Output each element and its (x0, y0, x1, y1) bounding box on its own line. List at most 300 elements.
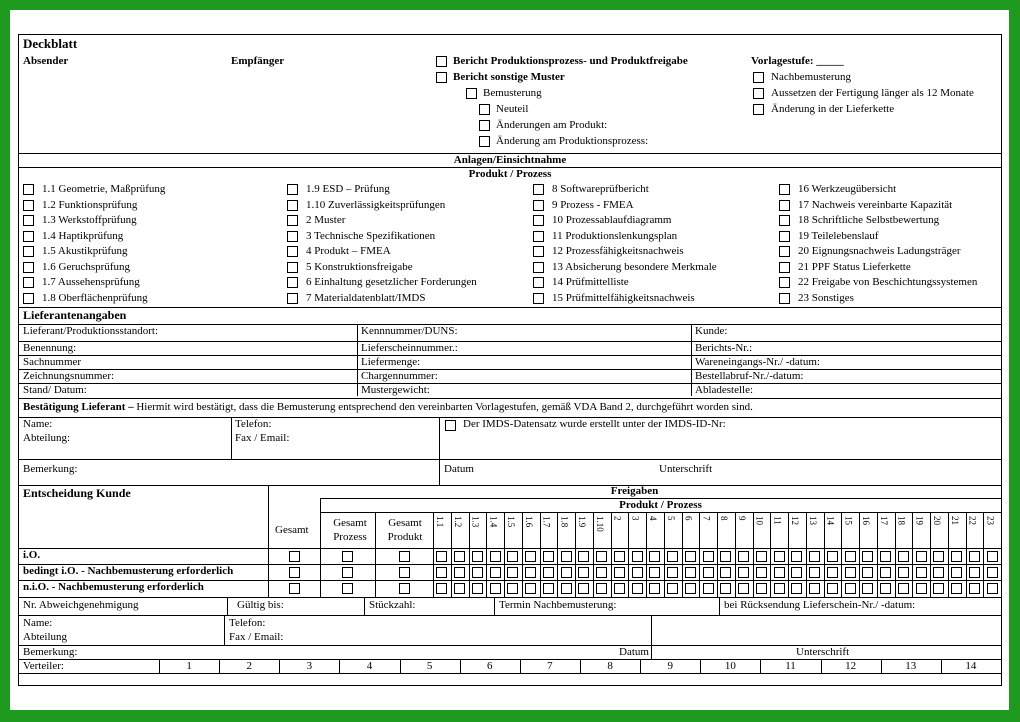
divider (806, 512, 807, 597)
anlage-item: 12 Prozessfähigkeitsnachweis (552, 245, 684, 257)
lieferant-field[interactable]: Mustergewicht: (361, 384, 430, 396)
checkbox-freigabe[interactable] (845, 583, 856, 594)
freigabe-column-header: 4 (648, 516, 658, 521)
checkbox-anlage[interactable] (533, 277, 544, 288)
checkbox-gesamt-produkt[interactable] (399, 583, 410, 594)
lieferant-field[interactable]: Sachnummer (23, 356, 82, 368)
checkbox-bemusterung[interactable] (466, 88, 477, 99)
divider (859, 512, 860, 597)
divider (948, 512, 949, 597)
checkbox-freigabe[interactable] (525, 567, 536, 578)
checkbox-freigabe[interactable] (916, 583, 927, 594)
checkbox-gesamt[interactable] (289, 583, 300, 594)
divider (19, 564, 1001, 565)
checkbox-anlage[interactable] (23, 184, 34, 195)
divider (522, 512, 523, 597)
checkbox-freigabe[interactable] (685, 567, 696, 578)
kunde-field[interactable]: Kunde: (695, 325, 728, 337)
form-sheet (10, 10, 1009, 710)
checkbox-freigabe[interactable] (454, 583, 465, 594)
checkbox-freigabe[interactable] (525, 551, 536, 562)
divider (19, 615, 1001, 616)
footer-name[interactable]: Name: (23, 617, 53, 629)
checkbox-freigabe[interactable] (774, 583, 785, 594)
bestaetigung-fax[interactable]: Fax / Email: (235, 432, 290, 444)
checkbox-gesamt-prozess[interactable] (342, 551, 353, 562)
checkbox-freigabe[interactable] (756, 567, 767, 578)
checkbox-freigabe[interactable] (720, 567, 731, 578)
report-option-1: Bericht Produktionsprozess- und Produktfreigabe (453, 55, 688, 67)
ruecksendung-lieferschein[interactable]: bei Rücksendung Lieferschein-Nr./ -datum: (724, 599, 916, 611)
decision-row-label: i.O. (23, 549, 41, 561)
checkbox-freigabe[interactable] (454, 567, 465, 578)
checkbox-anlage[interactable] (533, 246, 544, 257)
checkbox-anlage[interactable] (533, 184, 544, 195)
verteiler-number[interactable]: 10 (724, 660, 736, 672)
checkbox-freigabe[interactable] (596, 567, 607, 578)
freigabe-column-header: 1.4 (488, 516, 499, 528)
anlage-item: 10 Prozessablaufdiagramm (552, 214, 672, 226)
divider (486, 512, 487, 597)
checkbox-freigabe[interactable] (436, 583, 447, 594)
checkbox-freigabe[interactable] (756, 551, 767, 562)
verteiler-number[interactable]: 1 (186, 660, 192, 672)
checkbox-freigabe[interactable] (685, 551, 696, 562)
checkbox-freigabe[interactable] (738, 551, 749, 562)
checkbox-neuteil[interactable] (479, 104, 490, 115)
checkbox-freigabe[interactable] (703, 583, 714, 594)
checkbox-gesamt-prozess[interactable] (342, 583, 353, 594)
checkbox-freigabe[interactable] (933, 583, 944, 594)
verteiler-number[interactable]: 13 (905, 660, 917, 672)
checkbox-freigabe[interactable] (916, 551, 927, 562)
divider (682, 512, 683, 597)
checkbox-anlage[interactable] (287, 277, 298, 288)
checkbox-freigabe[interactable] (703, 567, 714, 578)
anlage-item: 1.1 Geometrie, Maßprüfung (42, 183, 166, 195)
anlage-item: 1.9 ESD – Prüfung (306, 183, 390, 195)
divider (19, 341, 1001, 342)
checkbox-gesamt-prozess[interactable] (342, 567, 353, 578)
checkbox-anlage[interactable] (287, 231, 298, 242)
freigabe-column-header: 1.6 (523, 516, 534, 528)
checkbox-freigabe[interactable] (987, 583, 998, 594)
checkbox-freigabe[interactable] (472, 583, 483, 594)
divider (912, 512, 913, 597)
footer-fax[interactable]: Fax / Email: (229, 631, 284, 643)
checkbox-freigabe[interactable] (614, 583, 625, 594)
bestaetigung-abteilung[interactable]: Abteilung: (23, 432, 71, 444)
bemusterung-label: Bemusterung (483, 87, 542, 99)
vorlagestufe-item-2: Aussetzen der Fertigung länger als 12 Monate (771, 87, 974, 99)
checkbox-freigabe[interactable] (685, 583, 696, 594)
divider (494, 597, 495, 615)
checkbox-freigabe[interactable] (490, 567, 501, 578)
verteiler-number[interactable]: 12 (845, 660, 857, 672)
verteiler-label: Verteiler: (23, 660, 64, 672)
checkbox-freigabe[interactable] (561, 583, 572, 594)
anlage-item: 11 Produktionslenkungsplan (552, 229, 678, 242)
divider (231, 417, 232, 459)
anlage-item: 5 Konstruktionsfreigabe (306, 260, 413, 273)
abweichgenehmigung[interactable]: Nr. Abweichgenehmigung (23, 599, 139, 611)
checkbox-anlage[interactable] (779, 246, 790, 257)
lieferant-field[interactable]: Zeichnungsnummer: (23, 370, 115, 382)
checkbox-anlage[interactable] (287, 184, 298, 195)
anlage-item: 13 Absicherung besondere Merkmale (552, 260, 717, 273)
anlage-item: 20 Eignungsnachweis Ladungsträger (798, 245, 961, 257)
checkbox-freigabe[interactable] (632, 567, 643, 578)
checkbox-aenderung-prozess[interactable] (479, 136, 490, 147)
checkbox-anlage[interactable] (287, 262, 298, 273)
divider (877, 512, 878, 597)
stueckzahl[interactable]: Stückzahl: (369, 599, 416, 611)
checkbox-freigabe[interactable] (596, 583, 607, 594)
divider (357, 324, 358, 396)
checkbox-gesamt-produkt[interactable] (399, 567, 410, 578)
checkbox-freigabe[interactable] (880, 551, 891, 562)
lieferant-field[interactable]: Benennung: (23, 342, 77, 354)
checkbox-freigabe[interactable] (756, 583, 767, 594)
checkbox-anlage[interactable] (779, 277, 790, 288)
bestaetigung-datum[interactable]: Datum (444, 463, 474, 475)
checkbox-freigabe[interactable] (667, 551, 678, 562)
lieferant-header: Lieferantenangaben (23, 308, 127, 322)
verteiler-number[interactable]: 3 (306, 660, 313, 672)
bestaetigung-bemerkung[interactable]: Bemerkung: (23, 463, 78, 475)
bemusterung-item-1: Neuteil (496, 103, 529, 115)
anlage-item: 19 Teilelebenslauf (798, 229, 879, 242)
checkbox-freigabe[interactable] (951, 551, 962, 562)
lieferant-field[interactable]: Lieferscheinnummer.: (361, 342, 458, 354)
anlagen-subheader: Produkt / Prozess (468, 168, 552, 180)
checkbox-freigabe[interactable] (454, 551, 465, 562)
checkbox-freigabe[interactable] (933, 567, 944, 578)
checkbox-freigabe[interactable] (436, 551, 447, 562)
checkbox-freigabe[interactable] (969, 551, 980, 562)
checkbox-freigabe[interactable] (632, 583, 643, 594)
checkbox-freigabe[interactable] (507, 567, 518, 578)
divider (719, 597, 720, 615)
checkbox-freigabe[interactable] (578, 567, 589, 578)
bemusterung-item-2: Änderungen am Produkt: (496, 119, 608, 131)
checkbox-gesamt[interactable] (289, 567, 300, 578)
checkbox-freigabe[interactable] (951, 583, 962, 594)
checkbox-freigabe[interactable] (543, 583, 554, 594)
gueltig-bis[interactable]: Gültig bis: (237, 599, 284, 611)
checkbox-imds[interactable] (445, 420, 456, 431)
checkbox-freigabe[interactable] (667, 583, 678, 594)
checkbox-freigabe[interactable] (649, 551, 660, 562)
divider (320, 512, 1001, 513)
divider (540, 512, 541, 597)
checkbox-anlage[interactable] (23, 293, 34, 304)
checkbox-freigabe[interactable] (472, 551, 483, 562)
checkbox-anlage[interactable] (533, 215, 544, 226)
verteiler-number[interactable]: 6 (487, 660, 493, 672)
checkbox-gesamt[interactable] (289, 551, 300, 562)
divider (19, 597, 1001, 598)
verteiler-number[interactable]: 8 (607, 660, 613, 672)
vorlagestufe-item-3: Änderung in der Lieferkette (771, 103, 895, 115)
checkbox-freigabe[interactable] (614, 551, 625, 562)
verteiler-number[interactable]: 14 (965, 660, 977, 672)
lieferant-field[interactable]: Stand/ Datum: (23, 384, 87, 396)
freigabe-column-header: 1.10 (594, 516, 605, 532)
checkbox-freigabe[interactable] (738, 583, 749, 594)
bestaetigung-unterschrift[interactable]: Unterschrift (659, 463, 713, 475)
checkbox-freigabe[interactable] (561, 567, 572, 578)
lieferant-field[interactable]: Wareneingangs-Nr./ -datum: (695, 356, 820, 368)
anlage-item: 7 Materialdatenblatt/IMDS (306, 291, 426, 304)
verteiler-number[interactable]: 5 (426, 660, 433, 672)
freigabe-column-header: 19 (914, 516, 925, 525)
checkbox-freigabe[interactable] (916, 567, 927, 578)
checkbox-anlage[interactable] (23, 262, 34, 273)
checkbox-freigabe[interactable] (703, 551, 714, 562)
checkbox-anlage[interactable] (533, 231, 544, 242)
divider (770, 512, 771, 597)
checkbox-freigabe[interactable] (720, 583, 731, 594)
checkbox-anlage[interactable] (23, 215, 34, 226)
lieferant-field[interactable]: Chargennummer: (361, 370, 438, 382)
checkbox-freigabe[interactable] (987, 551, 998, 562)
anlage-item: 17 Nachweis vereinbarte Kapazität (798, 198, 953, 211)
anlage-item: 15 Prüfmittelfähigkeitsnachweis (552, 291, 695, 304)
checkbox-freigabe[interactable] (862, 551, 873, 562)
checkbox-freigabe[interactable] (809, 583, 820, 594)
checkbox-freigabe[interactable] (472, 567, 483, 578)
checkbox-freigabe[interactable] (632, 551, 643, 562)
checkbox-freigabe[interactable] (525, 583, 536, 594)
lieferant-field[interactable]: Liefermenge: (361, 356, 421, 368)
freigabe-column-header: 5 (665, 516, 676, 521)
vorlagestufe-item-1: Nachbemusterung (771, 71, 852, 83)
checkbox-freigabe[interactable] (578, 583, 589, 594)
lieferant-field[interactable]: Berichts-Nr.: (695, 342, 753, 354)
checkbox-freigabe[interactable] (809, 567, 820, 578)
checkbox-freigabe[interactable] (898, 583, 909, 594)
checkbox-anlage[interactable] (287, 200, 298, 211)
checkbox-freigabe[interactable] (791, 583, 802, 594)
vorlagestufe-label: Vorlagestufe: _____ (751, 55, 844, 67)
checkbox-freigabe[interactable] (543, 551, 554, 562)
checkbox-gesamt-produkt[interactable] (399, 551, 410, 562)
checkbox-freigabe[interactable] (774, 567, 785, 578)
checkbox-anlage[interactable] (287, 293, 298, 304)
divider (717, 512, 718, 597)
checkbox-freigabe[interactable] (649, 567, 660, 578)
checkbox-freigabe[interactable] (951, 567, 962, 578)
absender-label: Absender (23, 55, 69, 67)
checkbox-anlage[interactable] (533, 262, 544, 273)
freigabe-column-header: 1.3 (470, 516, 481, 528)
anlage-item: 1.8 Oberflächenprüfung (42, 291, 148, 304)
anlage-item: 23 Sonstiges (798, 291, 854, 304)
checkbox-freigabe[interactable] (862, 567, 873, 578)
divider (983, 512, 984, 597)
checkbox-anlage[interactable] (23, 200, 34, 211)
checkbox-freigabe[interactable] (827, 583, 838, 594)
checkbox-freigabe[interactable] (969, 567, 980, 578)
divider (611, 512, 612, 597)
divider (19, 459, 1001, 460)
freigabe-column-header: 1.1 (435, 516, 445, 528)
lieferant-field[interactable]: Bestellabruf-Nr./-datum: (695, 370, 804, 382)
empfaenger-label: Empfänger (231, 55, 285, 67)
checkbox-anlage[interactable] (779, 262, 790, 273)
checkbox-freigabe[interactable] (774, 551, 785, 562)
checkbox-freigabe[interactable] (969, 583, 980, 594)
bestaetigung-telefon[interactable]: Telefon: (235, 418, 272, 430)
checkbox-bericht-sonstige[interactable] (436, 72, 447, 83)
verteiler-number[interactable]: 7 (547, 660, 553, 672)
lieferant-standort[interactable]: Lieferant/Produktionsstandort: (23, 325, 159, 337)
footer-bemerkung[interactable]: Bemerkung: (23, 646, 78, 658)
divider (824, 512, 825, 597)
divider (19, 673, 1001, 674)
divider (646, 512, 647, 597)
checkbox-anlage[interactable] (23, 277, 34, 288)
checkbox-freigabe[interactable] (507, 551, 518, 562)
freigabe-column-header: 6 (683, 516, 694, 521)
checkbox-freigabe[interactable] (649, 583, 660, 594)
anlage-item: 18 Schriftliche Selbstbewertung (798, 214, 940, 226)
checkbox-anlage[interactable] (533, 200, 544, 211)
checkbox-freigabe[interactable] (827, 567, 838, 578)
checkbox-freigabe[interactable] (543, 567, 554, 578)
anlage-item: 1.3 Werkstoffprüfung (42, 214, 137, 226)
footer-unterschrift[interactable]: Unterschrift (796, 646, 850, 658)
freigabe-column-header: 11 (772, 516, 783, 525)
divider (699, 512, 700, 597)
checkbox-freigabe[interactable] (898, 567, 909, 578)
verteiler-number[interactable]: 4 (366, 660, 373, 672)
checkbox-anlage[interactable] (287, 215, 298, 226)
verteiler-number[interactable]: 11 (785, 660, 796, 672)
imds-label: Der IMDS-Datensatz wurde erstellt unter der IMDS-ID-Nr: (463, 418, 726, 430)
checkbox-freigabe[interactable] (827, 551, 838, 562)
checkbox-freigabe[interactable] (578, 551, 589, 562)
divider (895, 512, 896, 597)
divider (19, 369, 1001, 370)
checkbox-freigabe[interactable] (809, 551, 820, 562)
checkbox-freigabe[interactable] (880, 583, 891, 594)
kennnummer-duns[interactable]: Kennnummer/DUNS: (361, 325, 458, 337)
gesamt-prozess-header: Gesamt Prozess (333, 517, 367, 543)
checkbox-freigabe[interactable] (667, 567, 678, 578)
divider (930, 512, 931, 597)
checkbox-freigabe[interactable] (933, 551, 944, 562)
checkbox-freigabe[interactable] (614, 567, 625, 578)
checkbox-freigabe[interactable] (507, 583, 518, 594)
checkbox-anlage[interactable] (287, 246, 298, 257)
divider (628, 512, 629, 597)
checkbox-bericht-produktionsprozess[interactable] (436, 56, 447, 67)
anlage-item: 1.7 Aussehensprüfung (42, 276, 140, 288)
checkbox-freigabe[interactable] (720, 551, 731, 562)
bestaetigung-name[interactable]: Name: (23, 418, 53, 430)
produkt-prozess-header: Produkt / Prozess (619, 499, 702, 511)
footer-telefon[interactable]: Telefon: (229, 617, 266, 629)
anlage-item: 22 Freigabe von Beschichtungssystemen (798, 276, 978, 288)
checkbox-freigabe[interactable] (862, 583, 873, 594)
checkbox-freigabe[interactable] (490, 583, 501, 594)
freigaben-header: Freigaben (610, 485, 659, 497)
divider (19, 355, 1001, 356)
gesamt-produkt-header: Gesamt Produkt (387, 517, 423, 543)
divider (439, 417, 440, 485)
checkbox-freigabe[interactable] (738, 567, 749, 578)
anlage-item: 1.2 Funktionsprüfung (42, 198, 138, 211)
divider (19, 398, 1001, 399)
divider (691, 324, 692, 396)
checkbox-anlage[interactable] (779, 293, 790, 304)
checkbox-anlage[interactable] (779, 184, 790, 195)
freigabe-column-header: 8 (719, 516, 729, 521)
anlage-item: 14 Prüfmittelliste (552, 276, 629, 288)
divider (433, 512, 434, 597)
divider (19, 324, 1001, 325)
freigabe-column-header: 10 (754, 516, 765, 525)
verteiler-number[interactable]: 2 (246, 660, 252, 672)
checkbox-freigabe[interactable] (596, 551, 607, 562)
gesamt-header: Gesamt (275, 524, 309, 536)
checkbox-anlage[interactable] (23, 231, 34, 242)
freigabe-column-header: 21 (949, 516, 960, 525)
verteiler-number[interactable]: 9 (667, 660, 673, 672)
divider (19, 645, 1001, 646)
checkbox-anlage[interactable] (779, 231, 790, 242)
checkbox-anlage[interactable] (779, 200, 790, 211)
divider (753, 512, 754, 597)
checkbox-anlage[interactable] (533, 293, 544, 304)
anlage-item: 1.5 Akustikprüfung (42, 245, 128, 257)
report-option-2: Bericht sonstige Muster (453, 71, 565, 83)
divider (227, 597, 228, 615)
checkbox-freigabe[interactable] (791, 551, 802, 562)
divider (364, 597, 365, 615)
divider (651, 615, 652, 659)
checkbox-freigabe[interactable] (436, 567, 447, 578)
checkbox-anlage[interactable] (779, 215, 790, 226)
checkbox-freigabe[interactable] (898, 551, 909, 562)
divider (469, 512, 470, 597)
checkbox-freigabe[interactable] (987, 567, 998, 578)
footer-abteilung[interactable]: Abteilung (23, 631, 67, 643)
anlage-item: 1.6 Geruchsprüfung (42, 260, 130, 273)
termin-nachbemusterung[interactable]: Termin Nachbemusterung: (499, 599, 617, 611)
divider (966, 512, 967, 597)
checkbox-nachbemusterung[interactable] (753, 72, 764, 83)
checkbox-aenderung-lieferkette[interactable] (753, 104, 764, 115)
freigabe-column-header: 1.8 (559, 516, 570, 528)
divider (841, 512, 842, 597)
freigabe-column-header: 16 (861, 516, 871, 525)
freigabe-column-header: 13 (807, 516, 818, 525)
footer-datum[interactable]: Datum (619, 646, 649, 658)
checkbox-freigabe[interactable] (490, 551, 501, 562)
checkbox-freigabe[interactable] (791, 567, 802, 578)
checkbox-anlage[interactable] (23, 246, 34, 257)
checkbox-aenderung-produkt[interactable] (479, 120, 490, 131)
checkbox-freigabe[interactable] (845, 551, 856, 562)
checkbox-freigabe[interactable] (880, 567, 891, 578)
checkbox-aussetzen-fertigung[interactable] (753, 88, 764, 99)
checkbox-freigabe[interactable] (845, 567, 856, 578)
checkbox-freigabe[interactable] (561, 551, 572, 562)
lieferant-field[interactable]: Abladestelle: (695, 384, 754, 396)
